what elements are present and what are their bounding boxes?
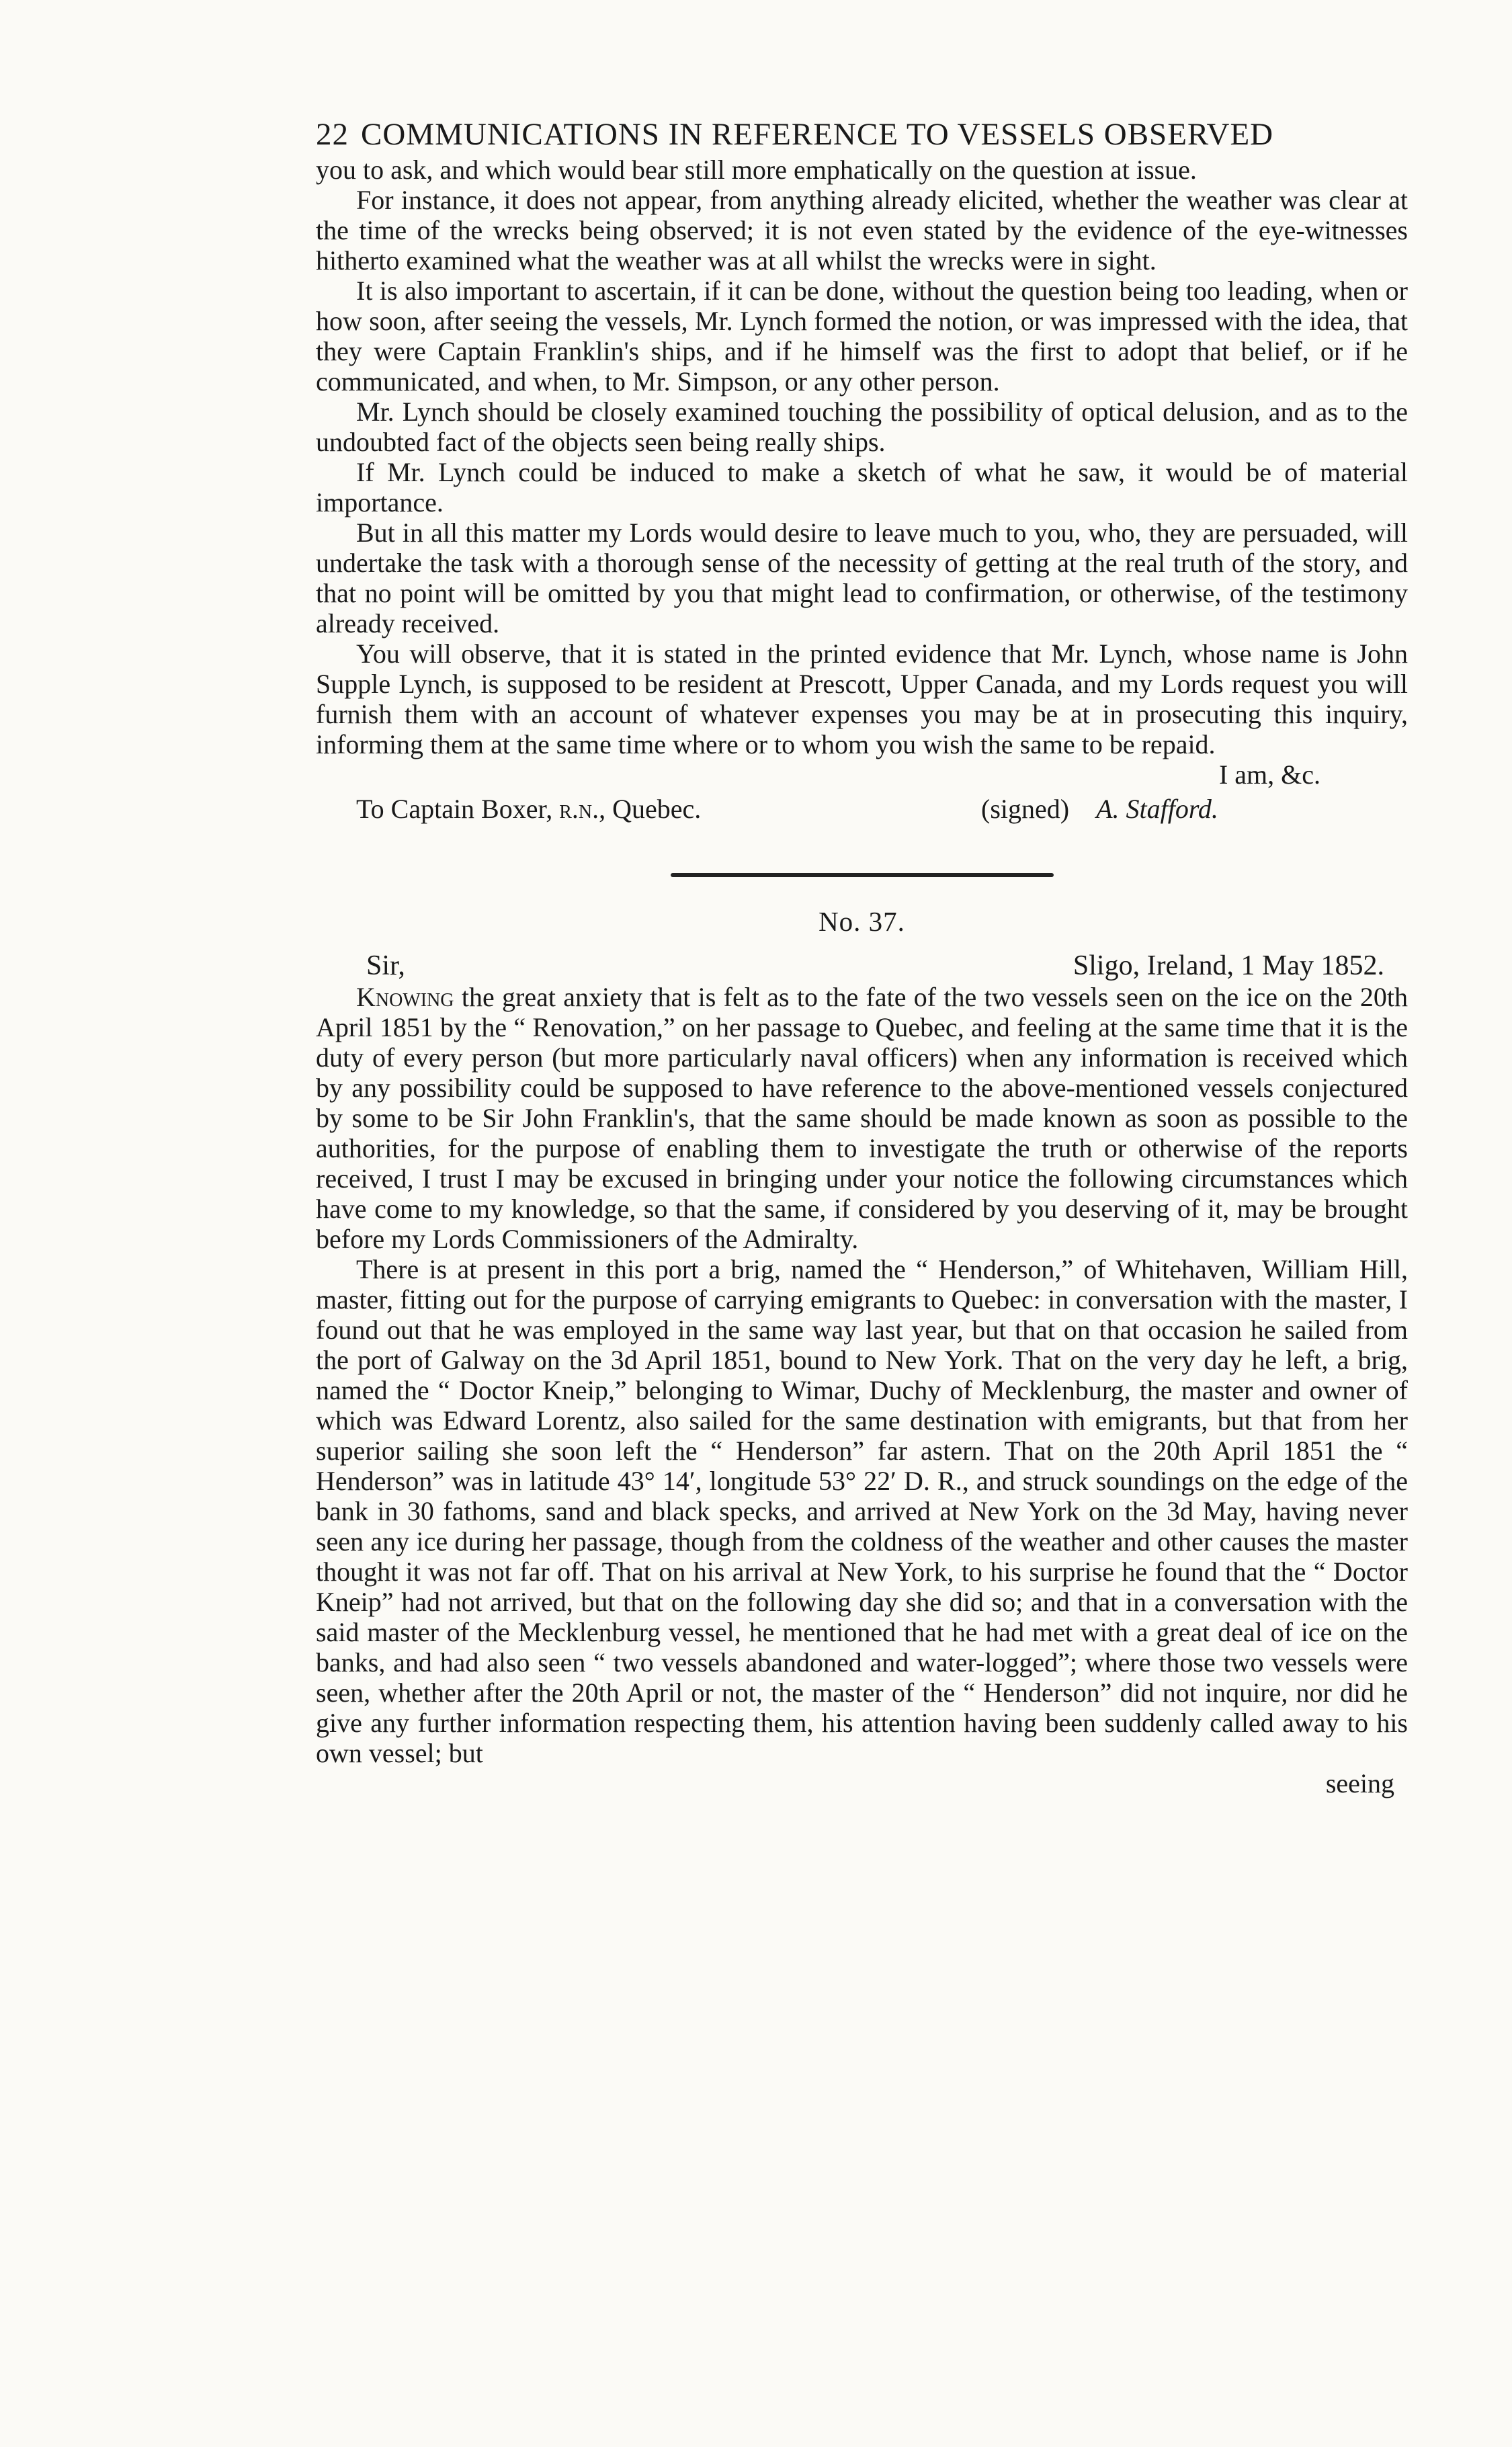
- addressee-place: Quebec.: [612, 794, 702, 824]
- letter-sligo-body: [316, 982, 1408, 1768]
- addressee-name: To Captain Boxer,: [356, 794, 553, 824]
- signature-row: [316, 792, 1408, 826]
- document-number: No. 37.: [818, 906, 905, 937]
- addressee-rank: r.n.,: [559, 794, 606, 824]
- paragraph: For instance, it does not appear, from anything already elicited, whether the weather was clear at the time of the wrecks being observed; it is not even stated by the evidence of the eye-witnesses hitherto examined what the weather was at all whilst the wrecks were in sight.: [316, 185, 1408, 276]
- place-and-date: Sligo, Ireland, 1 May 1852.: [1073, 950, 1384, 981]
- paragraph: There is at present in this port a brig, named the “ Henderson,” of Whitehaven, William Hill, master, fitting out for the purpose of carrying emigrants to Quebec: in conversation with the master, I found out that he was employed in the same way last year, but that on that occasion he sailed from the port of Galway on the 3d April 1851, bound to New York. That on the very day he left, a brig, named the “ Doctor Kneip,” belonging to Wimar, Duchy of Mecklenburg, the master and owner of which was Edward Lorentz, also sailed for the same destination with emigrants, but that from her superior sailing she soon left the “ Henderson” far astern. That on the 20th April 1851 the “ Henderson” was in latitude 43° 14′, longitude 53° 22′ D. R., and struck soundings on the edge of the bank in 30 fathoms, sand and black specks, and arrived at New York on the 3d May, having never seen any ice during her passage, though from the coldness of the weather and other causes the master thought it was not far off. That on his arrival at New York, to his surprise he found that the “ Doctor Kneip” had not arrived, but that on the following day she did so; and that in a conversation with the said master of the Mecklenburg vessel, he mentioned that he had met with a great deal of ice on the banks, and had also seen “ two vessels abandoned and water-logged”; where those two vessels were seen, whether after the 20th April or not, the master of the “ Henderson” did not inquire, nor did he give any further information respecting them, his attention having been suddenly called away to his own vessel; but: [316, 1254, 1408, 1768]
- catchword: seeing: [1325, 1768, 1394, 1798]
- signed-label: (signed): [981, 794, 1070, 824]
- paragraph: You will observe, that it is stated in the printed evidence that Mr. Lynch, whose name is John Supple Lynch, is supposed to be resident at Prescott, Upper Canada, and my Lords request you will furnish them with an account of whatever expenses you may be at in prosecuting this inquiry, informing them at the same time where or to whom you wish the same to be repaid.: [316, 638, 1408, 759]
- letter-stafford-body: [316, 155, 1408, 759]
- section-divider: [671, 873, 1054, 877]
- running-header: [316, 114, 1408, 155]
- paragraph: If Mr. Lynch could be induced to make a sketch of what he saw, it would be of material importance.: [316, 457, 1408, 517]
- salutation: Sir,: [366, 950, 405, 981]
- paragraph: But in all this matter my Lords would desire to leave much to you, who, they are persuaded, will undertake the task with a thorough sense of the necessity of getting at the real truth of the story, and that no point will be omitted by you that might lead to confirmation, or otherwise, of the testimony already received.: [316, 517, 1408, 638]
- paragraph: [316, 982, 1408, 1254]
- paragraph: It is also important to ascertain, if it can be done, without the question being too leading, when or how soon, after seeing the vessels, Mr. Lynch formed the notion, or was impressed with the idea, that they were Captain Franklin's ships, and if he himself was the first to adopt that belief, or if he communicated, and when, to Mr. Simpson, or any other person.: [316, 276, 1408, 397]
- signer-name: A. Stafford.: [1096, 794, 1218, 824]
- document-page: [316, 114, 1408, 1798]
- paragraph: Mr. Lynch should be closely examined touching the possibility of optical delusion, and as to the undoubted fact of the objects seen being really ships.: [316, 397, 1408, 457]
- addressee: [356, 792, 981, 826]
- paragraph-text: the great anxiety that is felt as to the fate of the two vessels seen on the ice on the 20th April 1851 by the “ Renovation,” on her passage to Quebec, and feeling at the same time that it is the duty of every person (but more particularly naval officers) when any information is received which by any possibility could be supposed to have reference to the above-mentioned vessels conjectured by some to be Sir John Franklin's, that the same should be made known as soon as possible to the authorities, for the purpose of enabling them to investigate the truth or otherwise of the reports received, I trust I may be excused in bringing under your notice the following circumstances which have come to my knowledge, so that the same, if considered by you deserving of it, may be brought before my Lords Commissioners of the Admiralty.: [316, 982, 1408, 1254]
- salutation-row: [316, 950, 1408, 982]
- paragraph: you to ask, and which would bear still more emphatically on the question at issue.: [316, 155, 1197, 185]
- lead-word: Knowing: [356, 982, 454, 1012]
- closing-formula: I am, &c.: [1218, 759, 1320, 790]
- page-number: 22: [316, 117, 349, 152]
- running-title: COMMUNICATIONS IN REFERENCE TO VESSELS OBSERVED: [361, 117, 1274, 152]
